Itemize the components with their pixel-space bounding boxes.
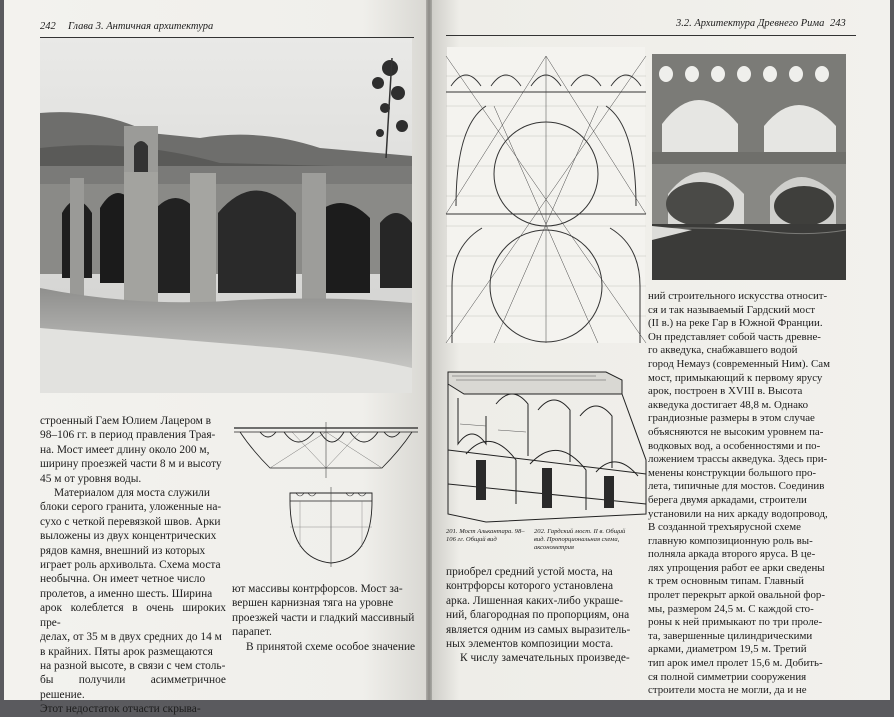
text-line: арок колеблется в очень широких пре- xyxy=(40,602,226,629)
text-line: арками, диаметром 19,5 м. Третий xyxy=(648,643,807,656)
aqueduct-proportion-scheme xyxy=(446,46,646,349)
text-line: тип арок имел пролет 15,6 м. Добить- xyxy=(648,657,823,670)
text-line: делах, от 35 м в двух средних до 14 м xyxy=(40,631,222,644)
text-line: вершен карнизная тяга на уровне xyxy=(232,597,394,610)
text-line: го акведука, снабжавшего водой xyxy=(648,344,798,357)
right-column-2 xyxy=(648,290,848,698)
text-line: водковых вод, а особенностями и по- xyxy=(648,439,821,452)
bridge-section-drawing xyxy=(286,487,376,572)
text-line: берега двумя аркадами, строители xyxy=(648,493,807,506)
text-line: Он представляет собой часть древне- xyxy=(648,330,821,343)
text-line: полняла аркада второго яруса. В це- xyxy=(648,548,816,561)
text-line: лета, типичные для мостов. Соединив xyxy=(648,480,825,493)
left-running-head: Глава 3. Античная архитектура xyxy=(68,21,214,32)
right-column-1 xyxy=(446,565,642,666)
text-line: к трем основным типам. Главный xyxy=(648,575,804,588)
left-column-2 xyxy=(232,582,416,654)
text-line: проезжей части и гладкий массивный xyxy=(232,611,415,624)
text-line: строенный Гаем Юлием Лацером в xyxy=(40,415,212,427)
text-line: блоки серого гранита, уложенные на- xyxy=(40,501,222,514)
text-line: установили на них аркаду водопровод, xyxy=(648,507,828,520)
text-line: объясняются не высоким уровнем па- xyxy=(648,425,824,438)
figure-caption-201: 201. Мост Алькантара. 98–106 гг. Общий вид xyxy=(446,528,525,543)
text-line: 98–106 гг. в период правления Трая- xyxy=(40,429,216,442)
text-line: ют массивы контрфорсов. Мост за- xyxy=(232,583,403,595)
right-page xyxy=(432,0,890,700)
text-line: та, завершенные цилиндрическими xyxy=(648,629,813,642)
text-line: выложены из двух концентрических xyxy=(40,530,217,543)
text-line: (II в.) на реке Гар в Южной Франции. xyxy=(648,317,823,330)
text-line: в крайних. Пяты арок размещаются xyxy=(40,645,213,658)
text-line: ных элементов композиции моста. xyxy=(446,638,614,651)
text-line: пролет перекрыт аркой овальной фор- xyxy=(648,589,825,602)
bridge-elevation-drawing xyxy=(232,420,420,485)
text-line: строители моста не могли, да и не xyxy=(648,684,807,697)
text-line: является одним из самых выразитель- xyxy=(446,623,631,636)
text-line: К числу замечательных произведе- xyxy=(460,652,630,665)
text-line: грандиозные размеры в этом случае xyxy=(648,412,815,425)
text-line: на разной высоте, в связи с чем столь- xyxy=(40,659,226,672)
text-line: необычна. Он имеет четное число xyxy=(40,573,206,586)
text-line: Этот недостаток отчасти скрыва- xyxy=(40,703,201,716)
right-running-head: 3.2. Архитектура Древнего Рима xyxy=(676,18,825,29)
text-line: лях упрощения работ ее арки сведены xyxy=(648,561,825,574)
left-column-1 xyxy=(40,414,226,717)
text-line: ся и так называемый Гардский мост xyxy=(648,303,815,316)
text-line: приобрел средний устой моста, на xyxy=(446,566,613,578)
text-line: менены конструкции большого про- xyxy=(648,466,817,479)
figure-caption-202: 202. Гардский мост. II в. Общий вид. Пропорциональная схема, аксонометрия xyxy=(534,528,626,551)
text-line: арка. Лишенная каких-либо украше- xyxy=(446,594,624,607)
text-line: В принятой схеме особое значение xyxy=(246,640,416,653)
text-line: В созданной трехъярусной схеме xyxy=(648,521,801,534)
aqueduct-photo xyxy=(652,54,846,280)
aqueduct-axonometry xyxy=(446,364,646,529)
text-line: сухо с четкой перевязкой швов. Арки xyxy=(40,515,221,528)
text-line: Материалом для моста служили xyxy=(54,487,210,500)
text-line: парапет. xyxy=(232,626,272,639)
text-line: ний, благородная по пропорциям, она xyxy=(446,609,630,622)
text-line: ложением трассы акведука. Здесь при- xyxy=(648,453,828,466)
text-line: мост, примыкающий к первому ярусу xyxy=(648,371,823,384)
text-line: на. Мост имеет длину около 200 м, xyxy=(40,443,210,456)
text-line: играет роль архивольта. Схема моста xyxy=(40,559,221,572)
text-line: пролетов, а именно шесть. Ширина xyxy=(40,587,213,600)
text-line: контрфорсы которого установлена xyxy=(446,580,614,593)
text-line: рядов камня, внешний из которых xyxy=(40,544,206,557)
text-line: бы получили асимметричное решение. xyxy=(40,674,226,701)
left-page-number: 242 xyxy=(40,21,56,32)
text-line: акведука достигает 48,8 м. Однако xyxy=(648,398,809,411)
left-page xyxy=(4,0,426,716)
text-line: главную композиционную роль вы- xyxy=(648,534,813,547)
text-line: ся полной симметрии сооружения xyxy=(648,670,807,683)
text-line: ний строительного искусства относит- xyxy=(648,290,828,302)
text-line: мы, размером 24,5 м. С каждой сто- xyxy=(648,602,814,615)
header-rule xyxy=(446,35,856,36)
text-line: 45 м от уровня воды. xyxy=(40,472,142,485)
text-line: роны к ней примыкают по три проле- xyxy=(648,616,823,629)
alcantara-bridge-photo xyxy=(40,38,412,393)
text-line: ширину проезжей части 8 м и высоту xyxy=(40,458,222,471)
right-page-number: 243 xyxy=(830,18,846,29)
text-line: город Немауз (современный Ним). Сам xyxy=(648,357,830,370)
text-line: арок, построен в XVIII в. Высота xyxy=(648,385,803,398)
